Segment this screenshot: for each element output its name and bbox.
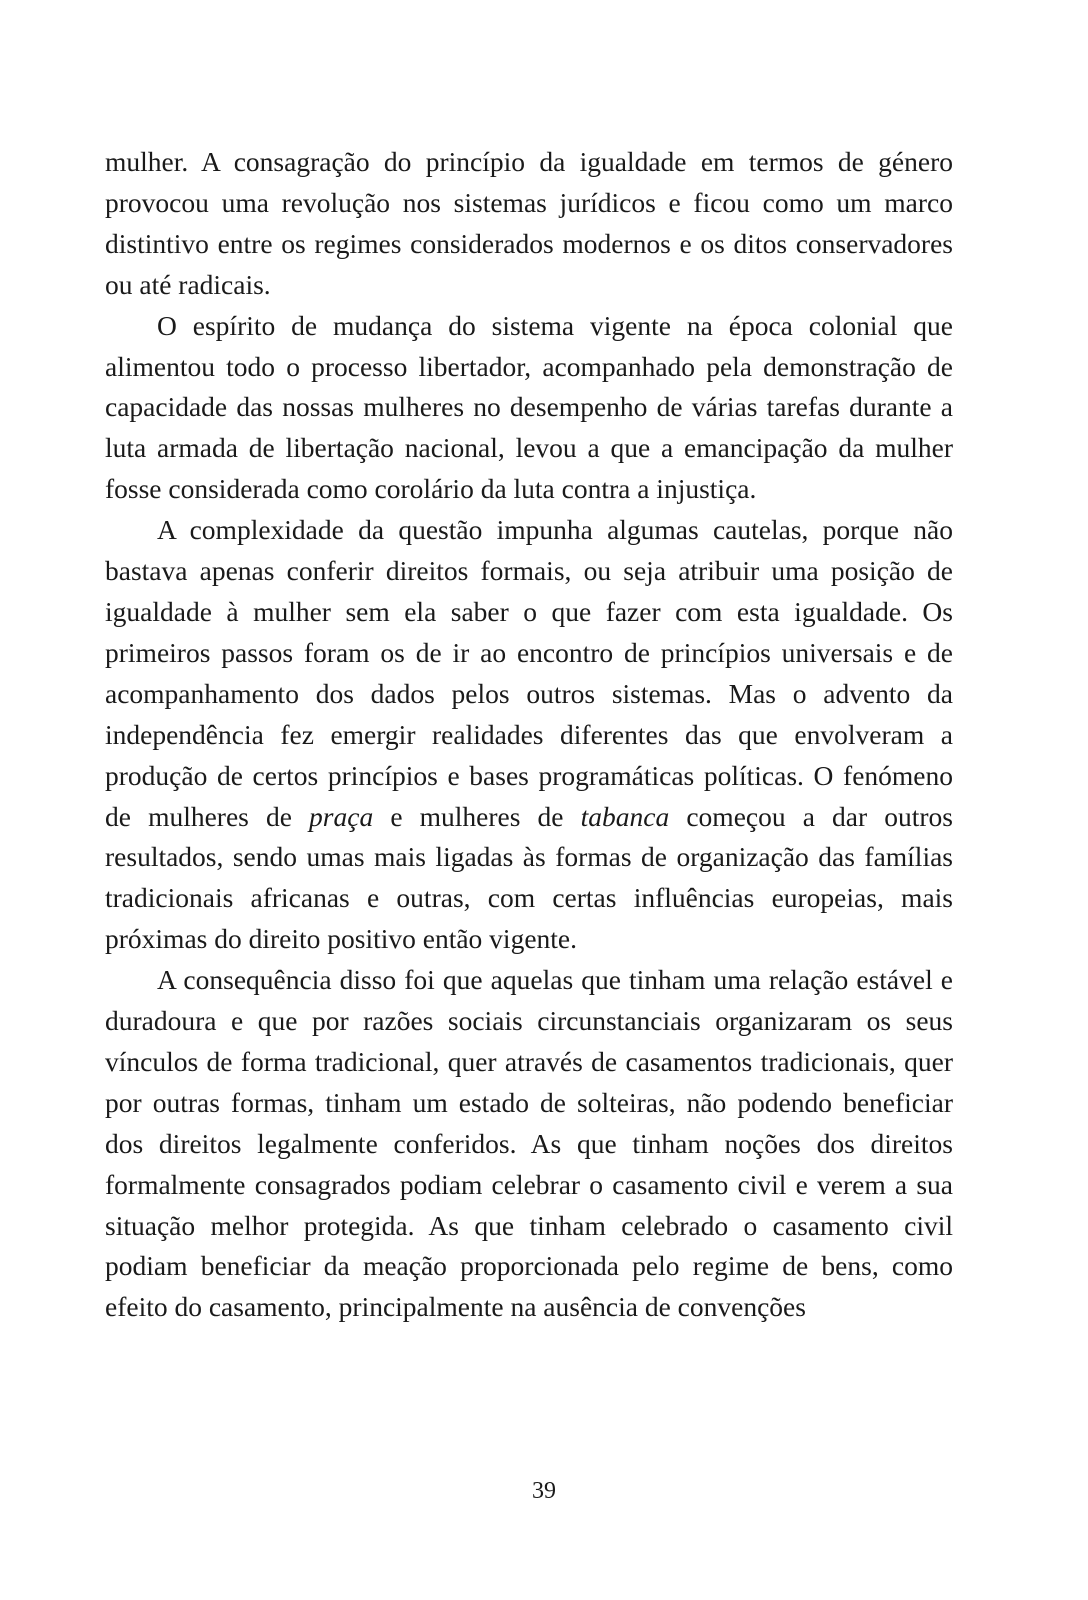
paragraph (105, 510, 953, 960)
paragraph (105, 306, 953, 511)
italic-term: tabanca (580, 800, 670, 832)
body-text (105, 142, 953, 1328)
text-segment: começou a dar outros resultados, sendo umas mais ligadas às formas de organização das famílias tradicionais africanas e outras, com certas influências europeias, mais próximas do direito positivo então vigente. (105, 800, 953, 955)
paragraph (105, 960, 953, 1328)
text-segment: mulher. A consagração do princípio da igualdade em termos de género provocou uma revolução nos sistemas jurídicos e ficou como um marco distintivo entre os regimes considerados modernos e os ditos conservadores ou até radicais. (105, 146, 953, 300)
page-number: 39 (532, 1478, 556, 1504)
text-segment: A complexidade da questão impunha algumas cautelas, porque não bastava apenas conferir direitos formais, ou seja atribuir uma posição de igualdade à mulher sem ela saber o que fazer com esta igualdade. Os primeiros passos foram os de ir ao encontro de princípios universais e de acompanhamento dos dados pelos outros sistemas. Mas o advento da independência fez emergir realidades diferentes das que envolveram a produção de certos princípios e bases programáticas políticas. O fenómeno de mulheres de (105, 514, 953, 832)
paragraph (105, 142, 953, 306)
text-segment: A consequência disso foi que aquelas que tinham uma relação estável e duradoura e que por razões sociais circunstanciais organizaram os seus vínculos de forma tradicional, quer através de casamentos tradicionais, quer por outras formas, tinham um estado de solteiras, não podendo beneficiar dos direitos legalmente conferidos. As que tinham noções dos direitos formalmente consagrados podiam celebrar o casamento civil e verem a sua situação melhor protegida. As que tinham celebrado o casamento civil podiam beneficiar da meação proporcionada pelo regime de bens, como efeito do casamento, principalmente na ausência de convenções (105, 964, 953, 1323)
text-segment: e mulheres de (373, 800, 581, 832)
text-segment: O espírito de mudança do sistema vigente na época colonial que alimentou todo o processo libertador, acompanhado pela demonstração de capacidade das nossas mulheres no desempenho de várias tarefas durante a luta armada de libertação nacional, levou a que a emancipação da mulher fosse considerada como corolário da luta contra a injustiça. (105, 309, 953, 505)
italic-term: praça (309, 800, 374, 832)
